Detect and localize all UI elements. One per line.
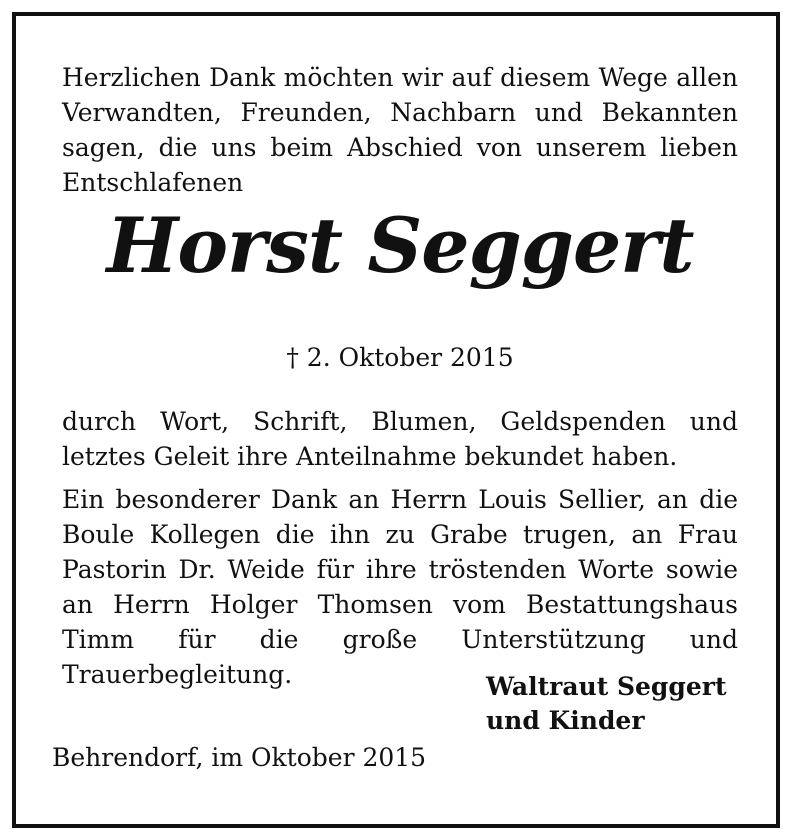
deceased-name: Horst Seggert: [106, 201, 694, 290]
signature-line-family: und Kinder: [486, 706, 645, 735]
special-thanks-paragraph: Ein besonderer Dank an Herrn Louis Sellier, an die Boule Kollegen die ihn zu Grabe trugen, an Frau Pastorin Dr. Weide für ihre tröstenden Worte sowie an Herrn Holger Thomsen vom Bestattungshaus Timm für die große Unterstützung und Trauerbegleitung.: [62, 485, 738, 689]
place-and-date: Behrendorf, im Oktober 2015: [52, 743, 427, 772]
signature-line-name: Waltraut Seggert: [486, 672, 727, 701]
thanks-paragraph: durch Wort, Schrift, Blumen, Geldspenden und letztes Geleit ihre Anteilnahme bekundet haben.: [62, 407, 738, 471]
death-date: † 2. Oktober 2015: [286, 343, 514, 372]
intro-paragraph: Herzlichen Dank möchten wir auf diesem Wege allen Verwandten, Freunden, Nachbarn und Bekannten sagen, die uns beim Abschied von unserem lieben Entschlafenen: [62, 63, 738, 197]
signature: [486, 670, 727, 738]
